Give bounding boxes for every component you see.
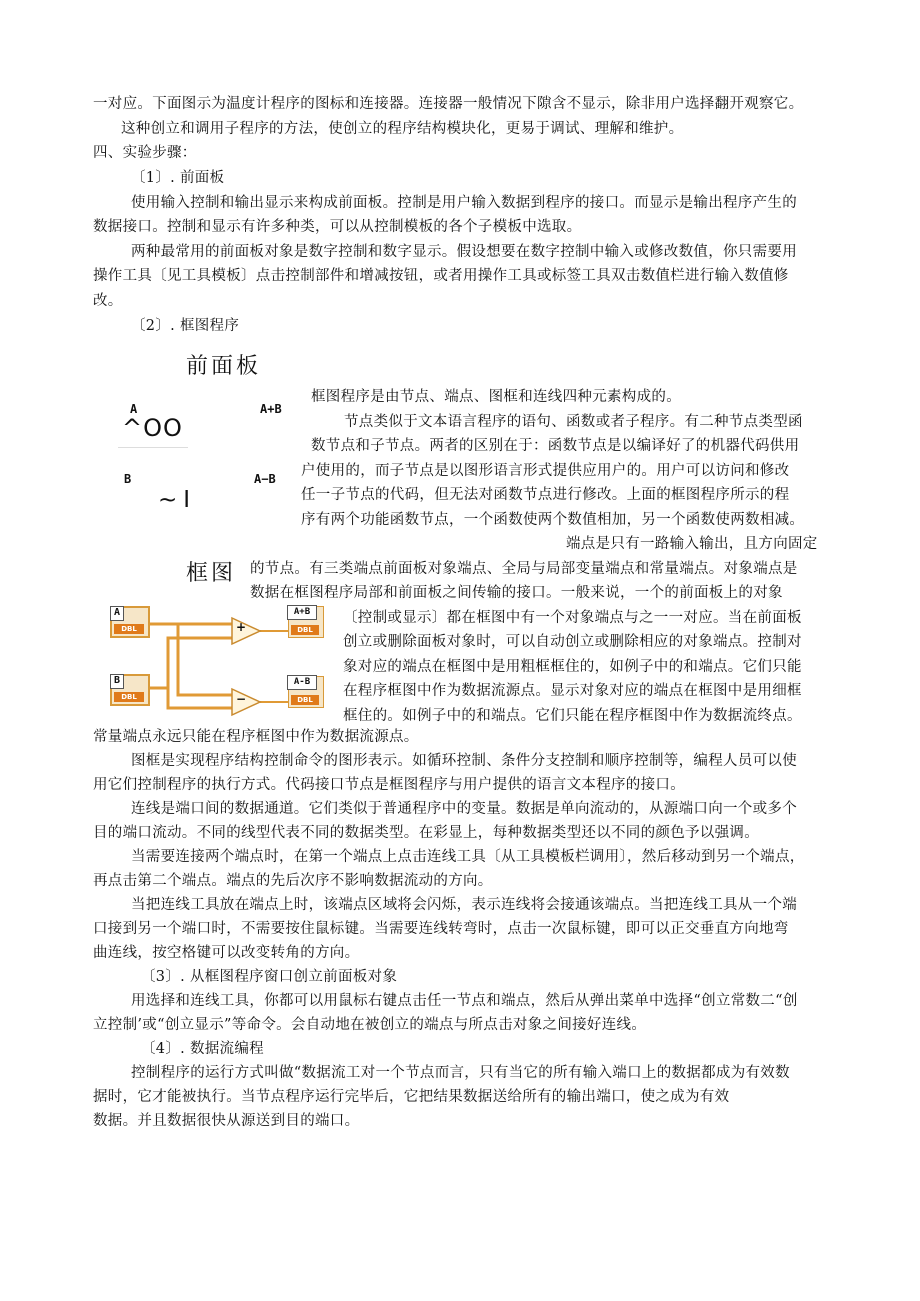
text-line: 立控制’或“创立显示”等命令。会自动地在被创立的端点与所点击对象之间接好连线。 — [93, 1017, 647, 1033]
front-panel-figure-title: 前面板 — [186, 354, 262, 379]
text-line: 数据在框图程序局部和前面板之间传输的接口。一般来说，一个的前面板上的对象 — [250, 585, 783, 601]
terminal-a-tag: A — [110, 606, 124, 621]
text-line: 端点是只有一路输入输出，且方向固定 — [566, 536, 818, 552]
text-line: 框图程序是由节点、端点、图框和连线四种元素构成的。 — [311, 389, 681, 405]
text-line: 改。 — [93, 293, 123, 309]
terminal-a — [110, 606, 150, 638]
text-line: 目的端口流动。不同的线型代表不同的数据类型。在彩显上，每种数据类型还以不同的颜色予以强调。 — [93, 825, 759, 841]
text-line: 图框是实现程序结构控制命令的图形表示。如循环控制、条件分支控制和顺序控制等，编程人员可以使 — [131, 753, 797, 769]
text-line: 使用输入控制和输出显示来构成前面板。控制是用户输入数据到程序的接口。而显示是输出程序产生的 — [131, 195, 797, 211]
text-line: 节点类似于文本语言程序的语句、函数或者子程序。有二种节点类型函 — [344, 414, 803, 430]
text-line: 当把连线工具放在端点上时，该端点区域将会闪烁，表示连线将会接通该端点。当把连线工具从一个端 — [131, 897, 797, 913]
text-line: 用它们控制程序的执行方式。代码接口节点是框图程序与用户提供的语言文本程序的接口。 — [93, 777, 685, 793]
subsection-heading: 〔4〕. 数据流编程 — [141, 1041, 264, 1057]
figure-divider — [118, 447, 188, 448]
text-line: 数据接口。控制和显示有许多种类，可以从控制模板的各个子模板中选取。 — [93, 219, 582, 235]
text-line: 再点击第二个端点。端点的先后次序不影响数据流动的方向。 — [93, 873, 493, 889]
text-line: 当需要连接两个端点时，在第一个端点上点击连线工具〔从工具模板栏调用〕，然后移动到另一个端点， — [131, 849, 805, 865]
numeric-control-a-icon: ^OO — [122, 414, 183, 442]
minus-symbol: − — [236, 692, 247, 706]
section-heading: 四、实验步骤： — [93, 145, 197, 161]
text-line: 户使用的，而子节点是以图形语言形式提供应用户的。用户可以访问和修改 — [301, 463, 790, 479]
terminal-b — [110, 674, 150, 706]
terminal-a-minus-b-tag: A-B — [287, 675, 317, 690]
numeric-control-b-icon: ~I — [158, 487, 197, 513]
text-line: 〔控制或显示〕都在框图中有一个对象端点与之一一对应。当在前面板 — [343, 610, 802, 626]
block-diagram-figure-title: 框图 — [186, 561, 237, 586]
terminal-b-tag: B — [110, 674, 124, 689]
terminal-a-minus-b-dtype: DBL — [291, 695, 319, 705]
text-line: 数节点和子节点。两者的区别在于：函数节点是以编译好了的机器代码供用 — [311, 438, 800, 454]
text-line: 口接到另一个端口时，不需要按住鼠标键。当需要连线转弯时，点击一次鼠标键，即可以正交垂直方向地弯 — [93, 921, 789, 937]
terminal-a-plus-b-dtype: DBL — [291, 625, 319, 635]
subsection-heading: 〔2〕. 框图程序 — [131, 318, 240, 334]
text-line: 在程序框图中作为数据流源点。显示对象对应的端点在框图中是用细框 — [343, 683, 802, 699]
front-panel-label-a-plus-b: A+B — [260, 402, 282, 416]
front-panel-label-a: A — [130, 402, 138, 416]
text-line: 一对应。下面图示为温度计程序的图标和连接器。连接器一般情况下隙含不显示，除非用户选择翻开观察它。 — [93, 96, 804, 112]
text-line: 这种创立和调用子程序的方法，使创立的程序结构模块化，更易于调试、理解和维护。 — [121, 121, 684, 137]
text-line: 象对应的端点在框图中是用粗框框住的，如例子中的和端点。它们只能 — [343, 659, 802, 675]
terminal-a-plus-b-tag: A+B — [287, 605, 317, 620]
text-line: 数据。并且数据很快从源送到目的端口。 — [93, 1113, 360, 1129]
terminal-a-dtype: DBL — [114, 624, 144, 634]
text-line: 框住的。如例子中的和端点。它们只能在程序框图中作为数据流终点。 — [343, 708, 802, 724]
front-panel-label-b: B — [124, 472, 132, 486]
terminal-a-plus-b — [288, 606, 324, 638]
text-line: 的节点。有三类端点前面板对象端点、全局与局部变量端点和常量端点。对象端点是 — [250, 561, 798, 577]
terminal-b-dtype: DBL — [114, 692, 144, 702]
text-line: 常量端点永远只能在程序框图中作为数据流源点。 — [93, 729, 419, 745]
front-panel-label-a-minus-b: A−B — [254, 472, 276, 486]
text-line: 据时，它才能被执行。当节点程序运行完毕后，它把结果数据送给所有的输出端口，使之成为有效 — [93, 1089, 730, 1105]
text-line: 用选择和连线工具，你都可以用鼠标右键点击任一节点和端点，然后从弹出菜单中选择“创立常数二“创 — [131, 993, 798, 1009]
plus-symbol: + — [236, 620, 247, 634]
text-line: 连线是端口间的数据通道。它们类似于普通程序中的变量。数据是单向流动的，从源端口向一个或多个 — [131, 801, 797, 817]
text-line: 控制程序的运行方式叫做“数据流工对一个节点而言，只有当它的所有输入端口上的数据都成为有效数 — [131, 1065, 790, 1081]
terminal-a-minus-b — [288, 676, 324, 708]
subsection-heading: 〔1〕. 前面板 — [131, 170, 225, 186]
text-line: 序有两个功能函数节点，一个函数使两个数值相加，另一个函数使两数相减。 — [301, 512, 805, 528]
subsection-heading: 〔3〕. 从框图程序窗口创立前面板对象 — [141, 969, 398, 985]
text-line: 曲连线，按空格键可以改变转角的方向。 — [93, 945, 360, 961]
text-line: 任一子节点的代码，但无法对函数节点进行修改。上面的框图程序所示的程 — [301, 487, 790, 503]
text-line: 操作工具〔见工具模板〕点击控制部件和增减按钮，或者用操作工具或标签工具双击数值栏进行输入数值修 — [93, 268, 789, 284]
text-line: 两种最常用的前面板对象是数字控制和数字显示。假设想要在数字控制中输入或修改数值，你只需要用 — [131, 244, 797, 260]
text-line: 创立或删除面板对象时，可以自动创立或删除相应的对象端点。控制对 — [343, 634, 802, 650]
